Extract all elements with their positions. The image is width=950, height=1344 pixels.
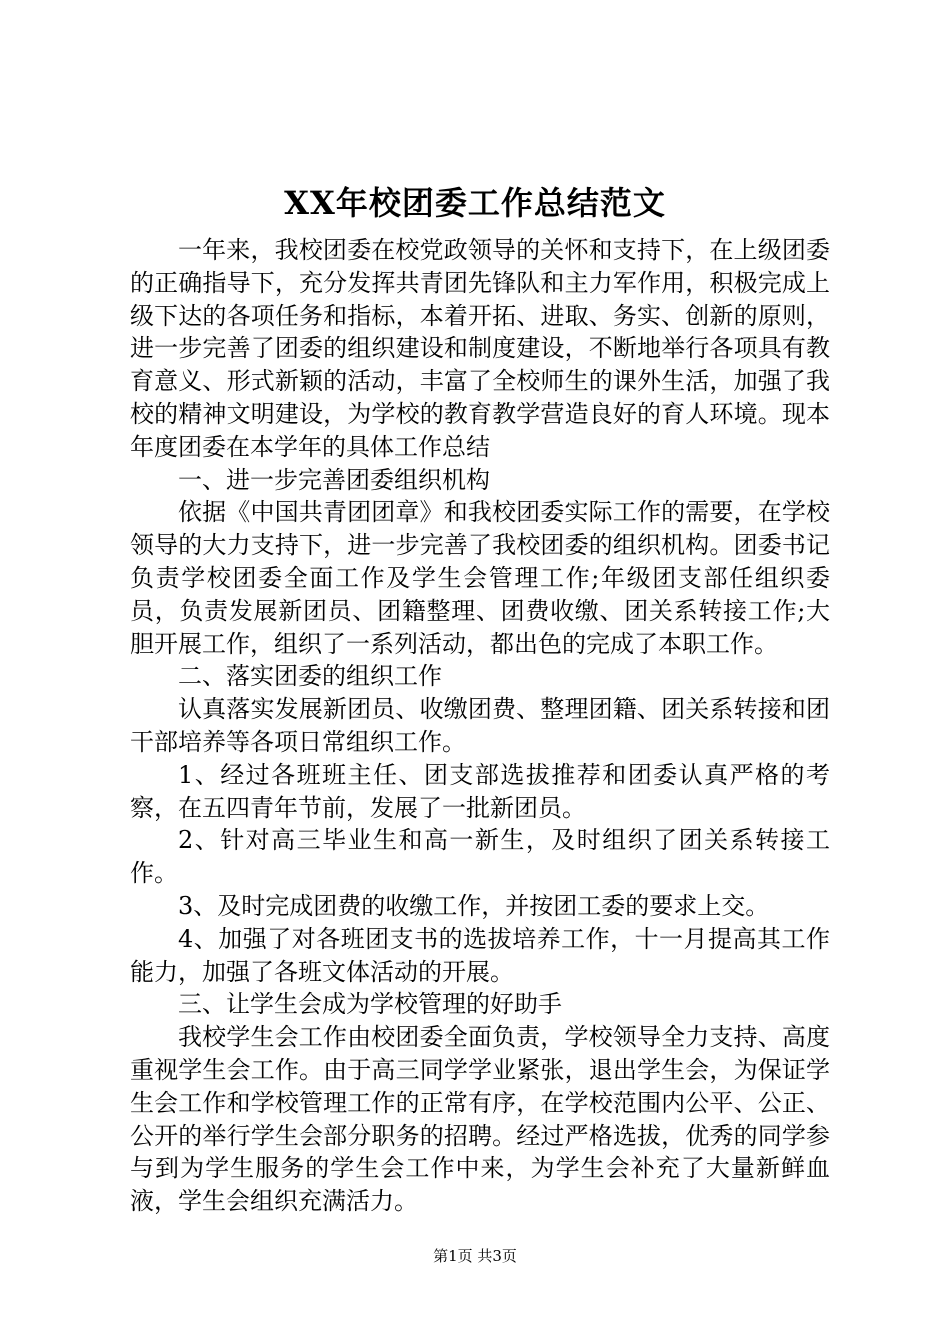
paragraph-intro: 一年来，我校团委在校党政领导的关怀和支持下，在上级团委的正确指导下，充分发挥共青团先锋队和主力军作用，积极完成上级下达的各项任务和指标，本着开拓、进取、务实、创新的原则，进一步完善了团委的组织建设和制度建设，不断地举行各项具有教育意义、形式新颖的活动，丰富了全校师生的课外生活，加强了我校的精神文明建设，为学校的教育教学营造良好的育人环境。现本年度团委在本学年的具体工作总结 — [130, 236, 830, 461]
section-heading-2: 二、落实团委的组织工作 — [178, 662, 442, 691]
paragraph-organization: 依据《中国共青团团章》和我校团委实际工作的需要，在学校领导的大力支持下，进一步完善了我校团委的组织机构。团委书记负责学校团委全面工作及学生会管理工作;年级团支部任组织委员，负责发展新团员、团籍整理、团费收缴、团关系转接工作;大胆开展工作，组织了一系列活动，都出色的完成了本职工作。 — [130, 498, 830, 658]
paragraph-student-union: 我校学生会工作由校团委全面负责，学校领导全力支持、高度重视学生会工作。由于高三同学学业紧张，退出学生会，为保证学生会工作和学校管理工作的正常有序，在学校范围内公平、公正、公开的举行学生会部分职务的招聘。经过严格选拔，优秀的同学参与到为学生服务的学生会工作中来，为学生会补充了大量新鲜血液，学生会组织充满活力。 — [130, 1023, 830, 1216]
section-heading-3: 三、让学生会成为学校管理的好助手 — [178, 990, 562, 1019]
list-item-3: 3、及时完成团费的收缴工作，并按团工委的要求上交。 — [178, 891, 770, 920]
list-item-2: 2、针对高三毕业生和高一新生，及时组织了团关系转接工作。 — [130, 826, 830, 888]
section-heading-1: 一、进一步完善团委组织机构 — [178, 465, 490, 494]
document-body — [130, 234, 830, 1218]
list-item-1: 1、经过各班班主任、团支部选拔推荐和团委认真严格的考察，在五四青年节前，发展了一批新团员。 — [130, 760, 830, 822]
list-item-4: 4、加强了对各班团支书的选拔培养工作，十一月提高其工作能力，加强了各班文体活动的开展。 — [130, 924, 830, 986]
paragraph-organization-work: 认真落实发展新团员、收缴团费、整理团籍、团关系转接和团干部培养等各项日常组织工作。 — [130, 695, 830, 756]
page-number-footer: 第1页 共3页 — [433, 1247, 517, 1265]
document-title: XX年校团委工作总结范文 — [284, 184, 666, 222]
